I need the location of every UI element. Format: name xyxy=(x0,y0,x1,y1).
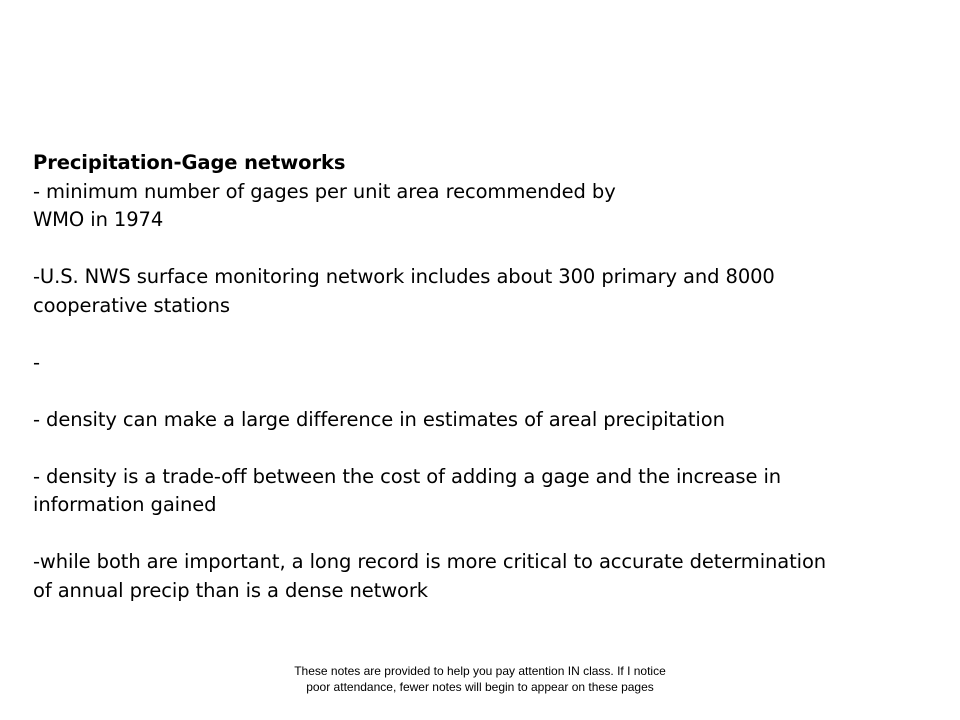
blank-line xyxy=(33,377,933,406)
bullet-line: - xyxy=(33,350,40,374)
bullet-line: -while both are important, a long record is more critical to accurate determination xyxy=(33,550,827,573)
blank-line xyxy=(33,434,933,463)
bullet-line: - density can make a large difference in estimates of areal precipitation xyxy=(33,407,725,431)
bullet-line: cooperative stations xyxy=(33,293,230,317)
slide-title: Precipitation-Gage networks xyxy=(33,151,346,174)
blank-line xyxy=(33,235,933,264)
bullet-line: of annual precip than is a dense network xyxy=(33,578,428,602)
footer-note xyxy=(0,663,960,695)
bullet-line: - minimum number of gages per unit area recommended by xyxy=(33,179,616,203)
blank-line xyxy=(33,320,933,349)
slide-body xyxy=(33,149,933,605)
bullet-line: information gained xyxy=(33,493,217,516)
blank-line xyxy=(33,520,933,549)
footer-line-2: poor attendance, fewer notes will begin to appear on these pages xyxy=(306,680,654,694)
bullet-line: -U.S. NWS surface monitoring network includes about 300 primary and 8000 xyxy=(33,265,775,288)
bullet-line: WMO in 1974 xyxy=(33,208,164,231)
footer-line-1: These notes are provided to help you pay attention IN class. If I notice xyxy=(294,664,666,678)
bullet-line: - density is a trade-off between the cost of adding a gage and the increase in xyxy=(33,464,782,488)
